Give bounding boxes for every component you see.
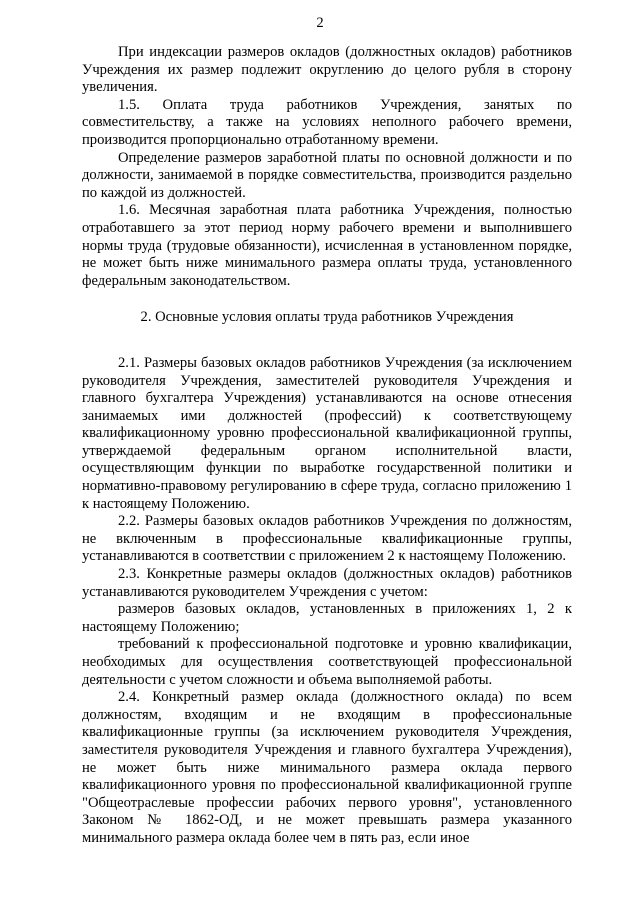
document-body bbox=[82, 44, 572, 848]
paragraph-2-3-requirements: требований к профессиональной подготовке и уровню квалификации, необходимых для осуществления соответствующей профессиональной деятельности с учетом сложности и объема выполняемой работы. bbox=[82, 636, 572, 688]
paragraph-1-6: 1.6. Месячная заработная плата работника Учреждения, полностью отработавшего за этот период норму рабочего времени и выполнившего нормы труда (трудовые обязанности), исчисленная в установленном порядке, не может быть ниже минимального размера оплаты труда, установленного федеральным законодательством. bbox=[82, 202, 572, 289]
paragraph-2-2: 2.2. Размеры базовых окладов работников Учреждения по должностям, не включенным в профессиональные квалификационные группы, устанавливаются в соответствии с приложением 2 к настоящему Положению. bbox=[82, 513, 572, 565]
paragraph-indexation: При индексации размеров окладов (должностных окладов) работников Учреждения их размер подлежит округлению до целого рубля в сторону увеличения. bbox=[82, 44, 572, 96]
paragraph-1-5-salary: Определение размеров заработной платы по основной должности и по должности, занимаемой в порядке совместительства, производится раздельно по каждой из должностей. bbox=[82, 149, 572, 201]
paragraph-2-3-base-salaries: размеров базовых окладов, установленных в приложениях 1, 2 к настоящему Положению; bbox=[82, 601, 572, 635]
paragraph-2-1: 2.1. Размеры базовых окладов работников Учреждения (за исключением руководителя Учреждения, заместителей руководителя Учреждения и главного бухгалтера Учреждения) устанавливаются на основе отнесения занимаемых ими должностей (профессий) к соответствующему квалификационному уровню профессиональной квалификационной группы, утверждаемой федеральным органом исполнительной власти, осуществляющим функции по выработке государственной политики и нормативно-правовому регулированию в сфере труда, согласно приложению 1 к настоящему Положению. bbox=[82, 354, 572, 512]
paragraph-2-3: 2.3. Конкретные размеры окладов (должностных окладов) работников устанавливаются руководителем Учреждения с учетом: bbox=[82, 566, 572, 600]
page-number: 2 bbox=[316, 15, 324, 31]
section-heading: 2. Основные условия оплаты труда работников Учреждения bbox=[140, 309, 514, 326]
paragraph-2-4: 2.4. Конкретный размер оклада (должностного оклада) по всем должностям, входящим и не входящим в профессиональные квалификационные группы (за исключением руководителя Учреждения, заместителя руководителя Учреждения и главного бухгалтера Учреждения), не может быть ниже минимального размера оклада первого квалификационного уровня по профессиональной квалификационной группе "Общеотраслевые профессии рабочих первого уровня", установленного Законом № 1862-ОД, и не может превышать размера указанного минимального размера оклада более чем в пять раз, если иное bbox=[82, 689, 572, 846]
paragraph-1-5: 1.5. Оплата труда работников Учреждения, занятых по совместительству, а также на условиях неполного рабочего времени, производится пропорционально отработанному времени. bbox=[82, 96, 572, 148]
